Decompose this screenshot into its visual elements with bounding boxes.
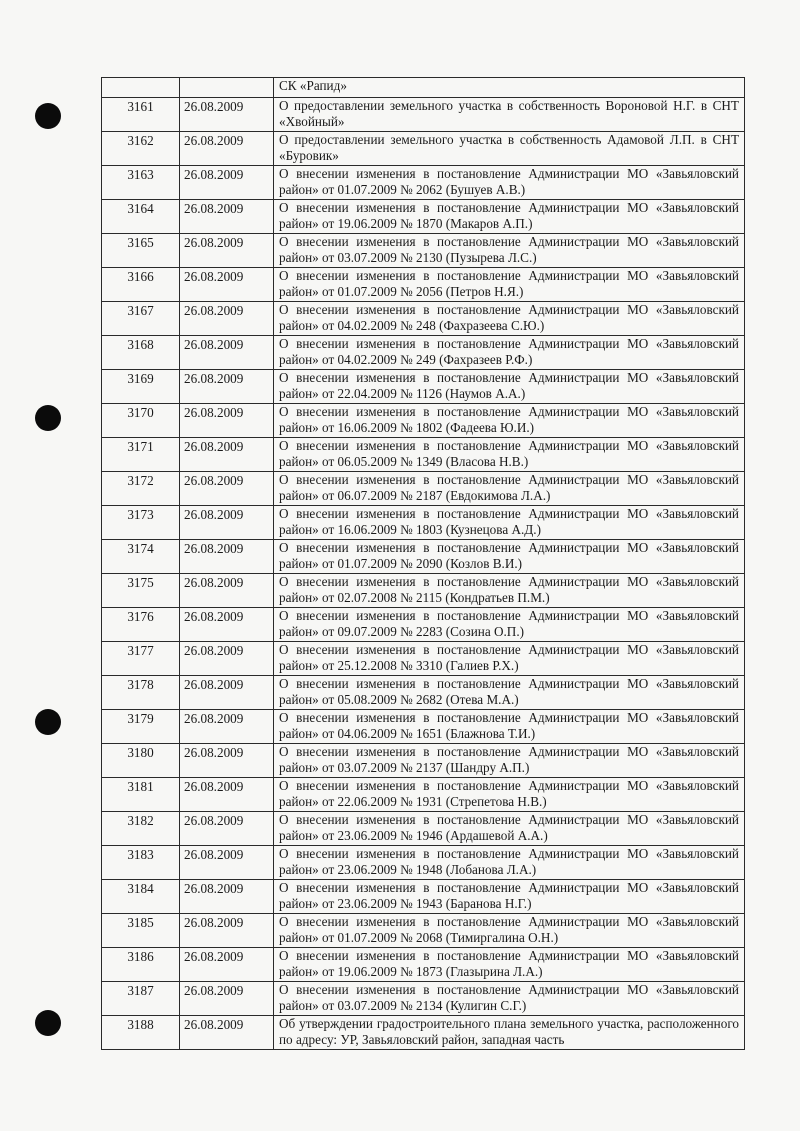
table-row [102, 982, 745, 1016]
record-number-cell: 3162 [102, 132, 180, 166]
record-number-cell: 3178 [102, 676, 180, 710]
record-number-cell: 3170 [102, 404, 180, 438]
record-number-cell: 3177 [102, 642, 180, 676]
table-row [102, 846, 745, 880]
record-date-cell: 26.08.2009 [180, 268, 274, 302]
record-title-cell: О внесении изменения в постановление Администрации МО «Завьяловский район» от 16.06.2009 № 1803 (Кузнецова А.Д.) [274, 506, 745, 540]
table-row [102, 540, 745, 574]
record-number-cell: 3180 [102, 744, 180, 778]
record-number-cell [102, 78, 180, 98]
record-date-cell: 26.08.2009 [180, 1016, 274, 1050]
record-title-cell: О внесении изменения в постановление Администрации МО «Завьяловский район» от 03.07.2009 № 2130 (Пузырева Л.С.) [274, 234, 745, 268]
record-title-cell: О внесении изменения в постановление Администрации МО «Завьяловский район» от 05.08.2009 № 2682 (Отева М.А.) [274, 676, 745, 710]
record-date-cell: 26.08.2009 [180, 710, 274, 744]
binder-hole-4 [35, 1010, 61, 1036]
table-row [102, 1016, 745, 1050]
record-title-cell: О внесении изменения в постановление Администрации МО «Завьяловский район» от 09.07.2009 № 2283 (Созина О.П.) [274, 608, 745, 642]
record-number-cell: 3179 [102, 710, 180, 744]
table-row [102, 98, 745, 132]
record-title-cell: О внесении изменения в постановление Администрации МО «Завьяловский район» от 04.02.2009 № 248 (Фахразеева С.Ю.) [274, 302, 745, 336]
binder-hole-2 [35, 405, 61, 431]
record-number-cell: 3183 [102, 846, 180, 880]
record-number-cell: 3187 [102, 982, 180, 1016]
record-number-cell: 3176 [102, 608, 180, 642]
record-title-cell: О внесении изменения в постановление Администрации МО «Завьяловский район» от 22.06.2009 № 1931 (Стрепетова Н.В.) [274, 778, 745, 812]
record-title-cell: О внесении изменения в постановление Администрации МО «Завьяловский район» от 19.06.2009 № 1870 (Макаров А.П.) [274, 200, 745, 234]
table-row [102, 778, 745, 812]
record-title-cell: О внесении изменения в постановление Администрации МО «Завьяловский район» от 06.07.2009 № 2187 (Евдокимова Л.А.) [274, 472, 745, 506]
record-number-cell: 3161 [102, 98, 180, 132]
record-title-cell: О внесении изменения в постановление Администрации МО «Завьяловский район» от 23.06.2009 № 1946 (Ардашевой А.А.) [274, 812, 745, 846]
record-date-cell: 26.08.2009 [180, 132, 274, 166]
table-row [102, 302, 745, 336]
table-row [102, 914, 745, 948]
record-date-cell [180, 78, 274, 98]
record-number-cell: 3186 [102, 948, 180, 982]
record-date-cell: 26.08.2009 [180, 166, 274, 200]
table-row [102, 948, 745, 982]
table-row [102, 642, 745, 676]
record-title-cell: О внесении изменения в постановление Администрации МО «Завьяловский район» от 23.06.2009 № 1948 (Лобанова Л.А.) [274, 846, 745, 880]
table-row [102, 880, 745, 914]
record-number-cell: 3182 [102, 812, 180, 846]
record-date-cell: 26.08.2009 [180, 370, 274, 404]
record-date-cell: 26.08.2009 [180, 404, 274, 438]
table-row [102, 744, 745, 778]
record-title-cell: О внесении изменения в постановление Администрации МО «Завьяловский район» от 25.12.2008 № 3310 (Галиев Р.Х.) [274, 642, 745, 676]
record-number-cell: 3174 [102, 540, 180, 574]
record-number-cell: 3188 [102, 1016, 180, 1050]
record-title-cell: О внесении изменения в постановление Администрации МО «Завьяловский район» от 16.06.2009 № 1802 (Фадеева Ю.И.) [274, 404, 745, 438]
decree-register-body [102, 78, 745, 1050]
table-row [102, 676, 745, 710]
record-title-cell: О внесении изменения в постановление Администрации МО «Завьяловский район» от 01.07.2009 № 2090 (Козлов В.И.) [274, 540, 745, 574]
record-number-cell: 3165 [102, 234, 180, 268]
table-row [102, 370, 745, 404]
table-row [102, 506, 745, 540]
record-date-cell: 26.08.2009 [180, 778, 274, 812]
record-number-cell: 3164 [102, 200, 180, 234]
record-title-cell: О предоставлении земельного участка в собственность Вороновой Н.Г. в СНТ «Хвойный» [274, 98, 745, 132]
record-title-cell: О внесении изменения в постановление Администрации МО «Завьяловский район» от 01.07.2009 № 2056 (Петров Н.Я.) [274, 268, 745, 302]
record-title-cell: О предоставлении земельного участка в собственность Адамовой Л.П. в СНТ «Буровик» [274, 132, 745, 166]
record-number-cell: 3185 [102, 914, 180, 948]
record-date-cell: 26.08.2009 [180, 200, 274, 234]
record-number-cell: 3167 [102, 302, 180, 336]
record-title-cell: О внесении изменения в постановление Администрации МО «Завьяловский район» от 01.07.2009 № 2068 (Тимиргалина О.Н.) [274, 914, 745, 948]
binder-hole-1 [35, 103, 61, 129]
record-title-cell: О внесении изменения в постановление Администрации МО «Завьяловский район» от 06.05.2009 № 1349 (Власова Н.В.) [274, 438, 745, 472]
table-row [102, 574, 745, 608]
table-row [102, 404, 745, 438]
record-title-cell: О внесении изменения в постановление Администрации МО «Завьяловский район» от 01.07.2009 № 2062 (Бушуев А.В.) [274, 166, 745, 200]
record-title-cell: О внесении изменения в постановление Администрации МО «Завьяловский район» от 23.06.2009 № 1943 (Баранова Н.Г.) [274, 880, 745, 914]
record-date-cell: 26.08.2009 [180, 438, 274, 472]
record-date-cell: 26.08.2009 [180, 336, 274, 370]
record-title-cell: О внесении изменения в постановление Администрации МО «Завьяловский район» от 04.02.2009 № 249 (Фахразеев Р.Ф.) [274, 336, 745, 370]
decree-register-table [101, 77, 745, 1050]
record-date-cell: 26.08.2009 [180, 642, 274, 676]
record-date-cell: 26.08.2009 [180, 234, 274, 268]
table-row [102, 132, 745, 166]
table-row [102, 200, 745, 234]
record-date-cell: 26.08.2009 [180, 540, 274, 574]
record-title-cell: О внесении изменения в постановление Администрации МО «Завьяловский район» от 03.07.2009 № 2137 (Шандру А.П.) [274, 744, 745, 778]
record-number-cell: 3173 [102, 506, 180, 540]
record-date-cell: 26.08.2009 [180, 574, 274, 608]
record-title-cell: О внесении изменения в постановление Администрации МО «Завьяловский район» от 03.07.2009 № 2134 (Кулигин С.Г.) [274, 982, 745, 1016]
record-number-cell: 3168 [102, 336, 180, 370]
record-date-cell: 26.08.2009 [180, 948, 274, 982]
table-row [102, 166, 745, 200]
table-row [102, 336, 745, 370]
record-number-cell: 3169 [102, 370, 180, 404]
record-number-cell: 3175 [102, 574, 180, 608]
record-number-cell: 3172 [102, 472, 180, 506]
record-number-cell: 3171 [102, 438, 180, 472]
record-date-cell: 26.08.2009 [180, 676, 274, 710]
table-row [102, 234, 745, 268]
table-row [102, 438, 745, 472]
table-row [102, 608, 745, 642]
record-title-cell: Об утверждении градостроительного плана земельного участка, расположенного по адресу: УР, Завьяловский район, западная часть [274, 1016, 745, 1050]
table-row [102, 710, 745, 744]
record-title-cell: СК «Рапид» [274, 78, 745, 98]
table-row [102, 812, 745, 846]
record-date-cell: 26.08.2009 [180, 472, 274, 506]
binder-hole-3 [35, 709, 61, 735]
record-title-cell: О внесении изменения в постановление Администрации МО «Завьяловский район» от 19.06.2009 № 1873 (Глазырина Л.А.) [274, 948, 745, 982]
table-row [102, 472, 745, 506]
record-title-cell: О внесении изменения в постановление Администрации МО «Завьяловский район» от 04.06.2009 № 1651 (Блажнова Т.И.) [274, 710, 745, 744]
record-title-cell: О внесении изменения в постановление Администрации МО «Завьяловский район» от 02.07.2008 № 2115 (Кондратьев П.М.) [274, 574, 745, 608]
record-date-cell: 26.08.2009 [180, 846, 274, 880]
record-date-cell: 26.08.2009 [180, 302, 274, 336]
record-date-cell: 26.08.2009 [180, 982, 274, 1016]
record-date-cell: 26.08.2009 [180, 914, 274, 948]
record-number-cell: 3181 [102, 778, 180, 812]
record-date-cell: 26.08.2009 [180, 744, 274, 778]
record-date-cell: 26.08.2009 [180, 880, 274, 914]
record-number-cell: 3184 [102, 880, 180, 914]
table-row [102, 268, 745, 302]
record-date-cell: 26.08.2009 [180, 506, 274, 540]
record-date-cell: 26.08.2009 [180, 98, 274, 132]
record-date-cell: 26.08.2009 [180, 608, 274, 642]
table-row [102, 78, 745, 98]
record-number-cell: 3166 [102, 268, 180, 302]
record-date-cell: 26.08.2009 [180, 812, 274, 846]
record-title-cell: О внесении изменения в постановление Администрации МО «Завьяловский район» от 22.04.2009 № 1126 (Наумов А.А.) [274, 370, 745, 404]
record-number-cell: 3163 [102, 166, 180, 200]
